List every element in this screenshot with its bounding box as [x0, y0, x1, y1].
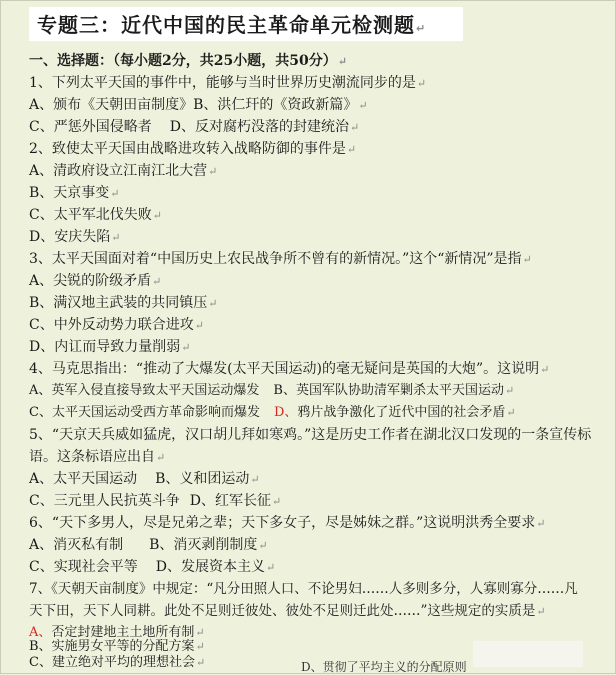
return-mark-icon: ↵: [536, 517, 546, 530]
question-2-option-c: [29, 205, 162, 226]
q5-option-c: C、三元里人民抗英斗争: [29, 493, 180, 509]
return-mark-icon: ↵: [522, 253, 532, 266]
q7-stem-text-1: 7、《天朝天亩制度》中规定：“凡分田照人口、不论男妇……人多则多分，人寡则寡分……凡: [29, 581, 578, 597]
return-mark-icon: ↵: [349, 121, 360, 134]
return-mark-icon: ↵: [152, 209, 162, 222]
question-2-option-a: [29, 161, 217, 182]
question-4-stem: [29, 359, 549, 380]
return-mark-icon: ↵: [265, 561, 276, 574]
watermark-logo: [473, 641, 583, 667]
q5-option-d: D、红军长征: [189, 493, 271, 509]
question-3-option-c: [29, 315, 204, 336]
q4-option-a: A、英军入侵直接导致太平天国运动爆发: [29, 383, 260, 398]
title-text: 专题三：近代中国的民主革命单元检测题: [37, 13, 415, 37]
question-2-option-d: [29, 227, 120, 248]
q7-option-d: D、贯彻了平均主义的分配原则: [301, 660, 467, 674]
question-5-stem-line-2: [29, 447, 165, 468]
q2-option-d: D、安庆失陷: [29, 229, 111, 245]
question-7-option-b: [29, 639, 205, 655]
q4-stem-text: 4、马克思指出：“推动了大爆发(太平天国运动)的毫无疑问是英国的大炮”。这说明: [29, 361, 540, 377]
question-5-options-cd: [29, 491, 281, 512]
q7-option-a-text: 否定封建地主土地所有制: [51, 625, 195, 640]
question-7-option-d: [301, 659, 467, 675]
section-text: 一、选择题：（每小题2分，共25小题，共50分）: [29, 53, 337, 69]
return-mark-icon: ↵: [152, 275, 162, 288]
return-mark-icon: ↵: [536, 605, 546, 618]
q3-option-b: B、满汉地主武装的共同镇压: [29, 295, 208, 311]
q1-option-a: A、颁布《天朝田亩制度》: [29, 97, 194, 113]
return-mark-icon: ↵: [416, 77, 427, 90]
q3-option-d: D、内讧而导致力量削弱: [29, 339, 181, 355]
q1-option-c: C、严惩外国侵略者: [29, 119, 152, 135]
question-7-stem-line-1: [29, 579, 578, 599]
q5-stem-text-2: 语。这条标语应出自: [29, 449, 155, 465]
return-mark-icon: ↵: [504, 384, 515, 397]
q3-option-c: C、中外反动势力联合进攻: [29, 317, 194, 333]
question-2-option-b: [29, 183, 120, 204]
return-mark-icon: ↵: [208, 297, 218, 310]
question-1-options-ab: [29, 95, 368, 116]
return-mark-icon: ↵: [181, 341, 191, 354]
q2-stem-text: 2、致使太平天国由战略进攻转入战略防御的事件是: [29, 141, 346, 157]
return-mark-icon: ↵: [346, 143, 357, 156]
return-mark-icon: ↵: [195, 626, 205, 639]
q3-stem-text: 3、太平天国面对着“中国历史上农民战争所不曾有的新情况。”这个“新情况”是指: [29, 251, 522, 267]
question-1-options-cd: [29, 117, 359, 138]
question-6-stem: [29, 513, 545, 534]
question-2-stem: [29, 139, 356, 160]
q6-stem-text: 6、“天下多男人，尽是兄弟之辈；天下多女子，尽是姊妹之群。”这说明洪秀全要求: [29, 515, 536, 531]
return-mark-icon: ↵: [540, 363, 550, 376]
q2-option-b: B、天京事变: [29, 185, 110, 201]
q5-option-a: A、太平天国运动: [29, 471, 138, 487]
question-5-options-ab: [29, 469, 260, 490]
return-mark-icon: ↵: [208, 165, 218, 178]
question-5-stem-line-1: [29, 425, 591, 445]
page-title: [37, 9, 426, 38]
question-3-option-b: [29, 293, 218, 314]
return-mark-icon: ↵: [110, 187, 120, 200]
q6-option-d: D、发展资本主义: [155, 559, 265, 575]
section-heading: [29, 51, 347, 72]
question-1-stem: [29, 73, 426, 94]
question-6-options-cd: [29, 557, 275, 578]
question-3-option-a: [29, 271, 161, 292]
question-7-option-c: [29, 655, 205, 675]
return-mark-icon: ↵: [195, 656, 206, 669]
q4-option-c: C、太平天国运动受西方革命影响而爆发: [29, 405, 260, 420]
q7-option-a-letter: A、: [29, 625, 52, 640]
q6-option-a: A、消灭私有制: [29, 537, 124, 553]
q4-option-d-letter: D、: [273, 405, 298, 420]
question-3-stem: [29, 249, 532, 270]
return-mark-icon: ↵: [194, 319, 204, 332]
q6-option-c: C、实现社会平等: [29, 559, 138, 575]
q2-option-a: A、清政府设立江南江北大营: [29, 163, 208, 179]
q7-stem-text-2: 天下田，天下人同耕。此处不足则迁彼处、彼处不足则迁此处……”这些规定的实质是: [29, 603, 536, 619]
q2-option-c: C、太平军北伐失败: [29, 207, 152, 223]
return-mark-icon: ↵: [358, 99, 368, 112]
return-mark-icon: ↵: [195, 640, 205, 653]
q4-option-b: B、英国军队协助清军剿杀太平天国运动: [273, 383, 504, 398]
q7-option-c: C、建立绝对平均的理想社会: [29, 655, 195, 670]
return-mark-icon: ↵: [250, 473, 260, 486]
q7-option-b: B、实施男女平等的分配方案: [29, 639, 195, 654]
q5-option-b: B、义和团运动: [155, 471, 250, 487]
return-mark-icon: ↵: [271, 495, 282, 508]
q1-option-d: D、反对腐朽没落的封建统治: [169, 119, 349, 135]
q1-option-b: B、洪仁玕的《资政新篇》: [193, 97, 358, 113]
return-mark-icon: ↵: [111, 231, 121, 244]
q1-stem-text: 1、下列太平天国的事件中，能够与当时世界历史潮流同步的是: [29, 75, 416, 91]
return-mark-icon: ↵: [506, 406, 516, 419]
q3-option-a: A、尖锐的阶级矛盾: [29, 273, 152, 289]
question-4-options-cd: [29, 403, 516, 423]
question-6-options-ab: [29, 535, 268, 556]
return-mark-icon: ↵: [156, 451, 166, 464]
q5-stem-text-1: 5、“天京天兵威如猛虎，汉口胡儿拜如寒鸡。”这是历史工作者在湖北汉口发现的一条宣传标: [29, 427, 592, 443]
return-mark-icon: ↵: [258, 539, 268, 552]
return-mark-icon: ↵: [337, 55, 347, 68]
question-3-option-d: [29, 337, 190, 358]
q6-option-b: B、消灭剥削制度: [149, 537, 258, 553]
return-mark-icon: ↵: [416, 22, 427, 35]
q4-option-d-text: 鸦片战争激化了近代中国的社会矛盾: [297, 405, 506, 420]
question-7-stem-line-2: [29, 601, 546, 622]
question-4-options-ab: [29, 381, 514, 401]
